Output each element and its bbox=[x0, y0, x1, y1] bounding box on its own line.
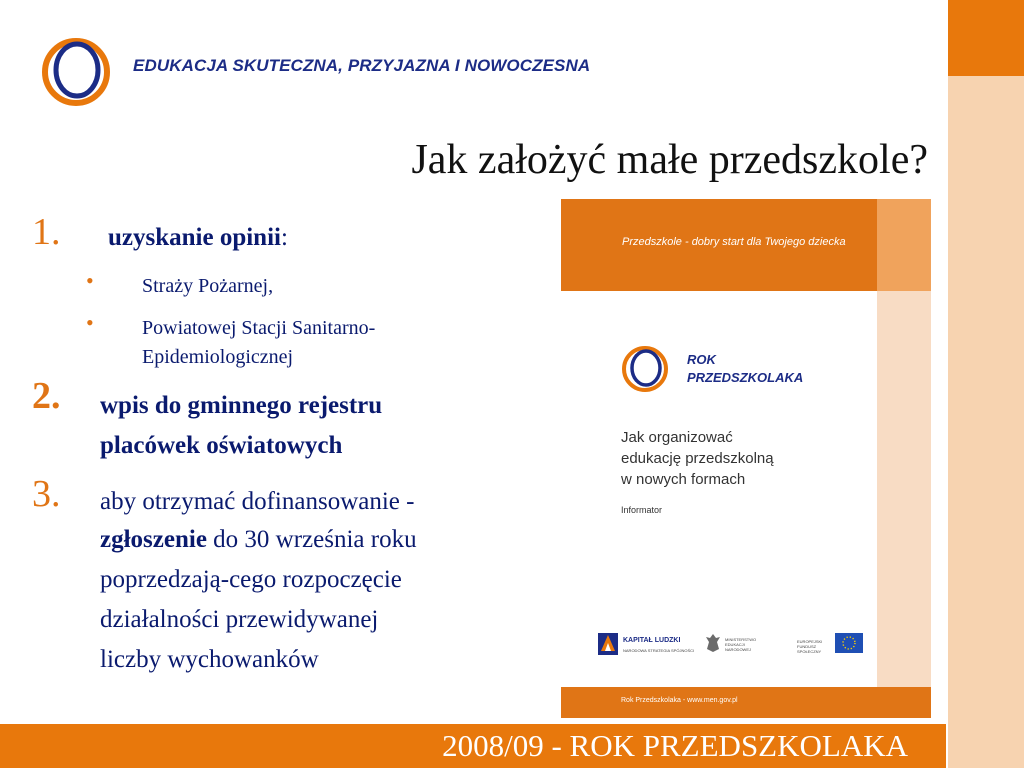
item-number-3: 3. bbox=[32, 473, 61, 515]
cover-ring-logo-icon bbox=[621, 345, 669, 393]
cover-brand bbox=[687, 351, 803, 387]
cover-brand-line-2: PRZEDSZKOLAKA bbox=[687, 370, 804, 385]
item-3-line-2 bbox=[100, 526, 417, 554]
item-3-line-2-rest: do 30 września roku bbox=[206, 526, 417, 553]
item-1-colon: : bbox=[280, 224, 288, 251]
cover-brand-line-1: ROK bbox=[687, 352, 716, 367]
bullet-1: • bbox=[86, 268, 94, 293]
cover-header bbox=[561, 199, 877, 291]
bullet-2: • bbox=[86, 310, 94, 335]
item-3-line-3: poprzedzają-cego rozpoczęcie bbox=[100, 566, 402, 593]
cover-subtitle-line-2: edukację przedszkolną bbox=[621, 450, 774, 467]
eu-flag-icon bbox=[835, 633, 863, 653]
cover-header-side bbox=[877, 199, 931, 291]
side-accent-strip bbox=[948, 76, 1024, 768]
eu-fund-label: EUROPEJSKI FUNDUSZ SPOŁECZNY bbox=[797, 639, 823, 654]
footer-bar bbox=[0, 724, 946, 768]
sub-item-sanitary-2: Epidemiologicznej bbox=[142, 346, 294, 368]
item-2-line-1: wpis do gminnego rejestru bbox=[100, 392, 383, 419]
ministry-label: MINISTERSTWO EDUKACJI NARODOWEJ bbox=[725, 637, 757, 652]
eagle-emblem-icon bbox=[705, 632, 721, 654]
cover-tagline: Przedszkole - dobry start dla Twojego dziecka bbox=[622, 236, 846, 248]
cover-subtitle-line-1: Jak organizować bbox=[621, 429, 733, 446]
cover-info-label: Informator bbox=[621, 505, 663, 515]
cover-subtitle-line-3: w nowych formach bbox=[621, 471, 746, 488]
item-3-bold: zgłoszenie bbox=[100, 526, 207, 553]
item-3-line-4: działalności przewidywanej bbox=[100, 606, 379, 633]
cover-footer bbox=[561, 687, 931, 718]
item-2-line-2: placówek oświatowych bbox=[100, 432, 343, 459]
side-accent-block bbox=[948, 0, 1024, 76]
slide-title: Jak założyć małe przedszkole? bbox=[411, 137, 928, 183]
human-capital-icon bbox=[597, 631, 619, 657]
sub-item-sanitary-1: Powiatowej Stacji Sanitarno- bbox=[142, 317, 376, 339]
item-3-line-1: aby otrzymać dofinansowanie - bbox=[100, 488, 415, 515]
ring-logo-icon bbox=[40, 36, 112, 108]
item-1-bold: uzyskanie opinii bbox=[108, 224, 281, 251]
cover-subtitle bbox=[621, 427, 774, 490]
footer-text: 2008/09 - ROK PRZEDSZKOLAKA bbox=[442, 728, 908, 763]
header-slogan: EDUKACJA SKUTECZNA, PRZYJAZNA I NOWOCZESNA bbox=[133, 56, 591, 75]
cover-footer-text: Rok Przedszkolaka - www.men.gov.pl bbox=[621, 697, 738, 704]
item-1-text bbox=[108, 224, 288, 252]
item-number-2: 2. bbox=[32, 375, 61, 417]
side-divider bbox=[946, 0, 948, 768]
sub-item-fire: Straży Pożarnej, bbox=[142, 275, 274, 297]
item-number-1: 1. bbox=[32, 211, 61, 253]
human-capital-sublabel: NARODOWA STRATEGIA SPÓJNOŚCI bbox=[623, 648, 695, 653]
brochure-cover-image bbox=[561, 199, 931, 718]
human-capital-label: KAPITAŁ LUDZKI bbox=[623, 637, 681, 644]
item-3-line-5: liczby wychowanków bbox=[100, 646, 319, 673]
cover-sponsor-logos bbox=[597, 629, 867, 663]
